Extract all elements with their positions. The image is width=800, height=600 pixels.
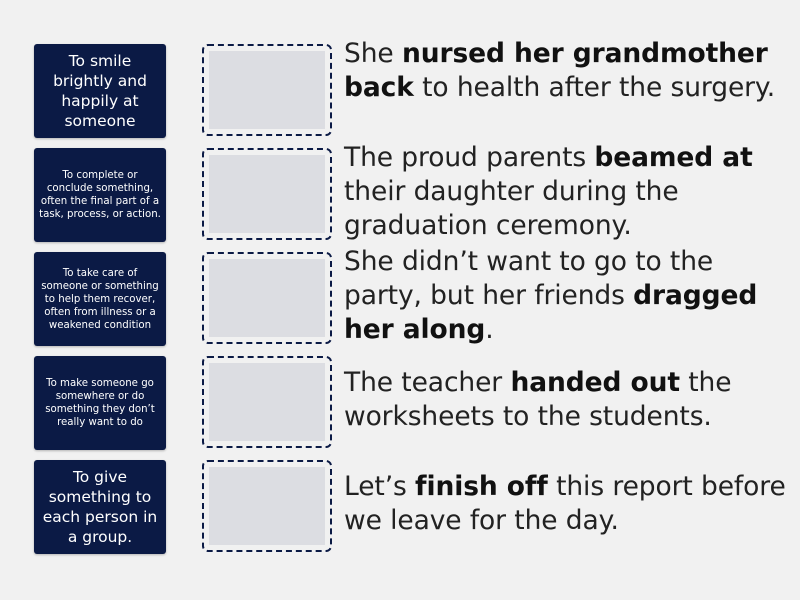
sentence-text: this report before we leave for the day. — [344, 471, 786, 536]
drop-slot-1[interactable] — [202, 44, 332, 136]
drop-slot-fill — [209, 259, 325, 337]
definition-text: To complete or conclude something, often the final part of a task, process, or action. — [39, 170, 161, 220]
sentence-text: their daughter during the graduation ceremony. — [344, 176, 679, 241]
definition-card-3[interactable] — [34, 252, 166, 346]
definition-text: To make someone go somewhere or do something they don’t really want to do — [45, 378, 155, 428]
sentence-text: . — [485, 314, 494, 345]
drop-slot-fill — [209, 155, 325, 233]
sentence-text: She — [344, 38, 402, 69]
phrasal-verb: beamed at — [594, 142, 753, 173]
phrasal-verb: nursed her grandmother back — [344, 38, 768, 103]
definition-text: To smile brightly and happily at someone — [53, 52, 147, 130]
drop-slot-fill — [209, 467, 325, 545]
definition-card-1[interactable] — [34, 44, 166, 138]
definition-text: To take care of someone or something to help them recover, often from illness or a weakened condition — [41, 267, 159, 331]
sentence-text: the worksheets to the students. — [344, 367, 732, 432]
drop-slot-fill — [209, 51, 325, 129]
drop-slot-5[interactable] — [202, 460, 332, 552]
phrasal-verb: finish off — [415, 471, 548, 502]
drop-slot-3[interactable] — [202, 252, 332, 344]
phrasal-verb: handed out — [510, 367, 680, 398]
sentence-3 — [344, 245, 794, 347]
sentence-2 — [344, 141, 794, 243]
sentence-5 — [344, 470, 794, 538]
sentence-text: The proud parents — [344, 142, 595, 173]
sentence-text: She didn’t want to go to the party, but her friends — [344, 246, 714, 311]
sentence-text: Let’s — [344, 471, 416, 502]
definition-card-5[interactable] — [34, 460, 166, 554]
drop-slot-4[interactable] — [202, 356, 332, 448]
drop-slot-2[interactable] — [202, 148, 332, 240]
sentence-1 — [344, 37, 794, 105]
drop-slot-fill — [209, 363, 325, 441]
definition-card-4[interactable] — [34, 356, 166, 450]
sentence-text: to health after the surgery. — [413, 72, 776, 103]
phrasal-verb: dragged her along — [344, 280, 758, 345]
sentence-text: The teacher — [344, 367, 511, 398]
definition-card-2[interactable] — [34, 148, 166, 242]
definition-text: To give something to each person in a group. — [42, 468, 158, 546]
sentence-4 — [344, 366, 794, 434]
